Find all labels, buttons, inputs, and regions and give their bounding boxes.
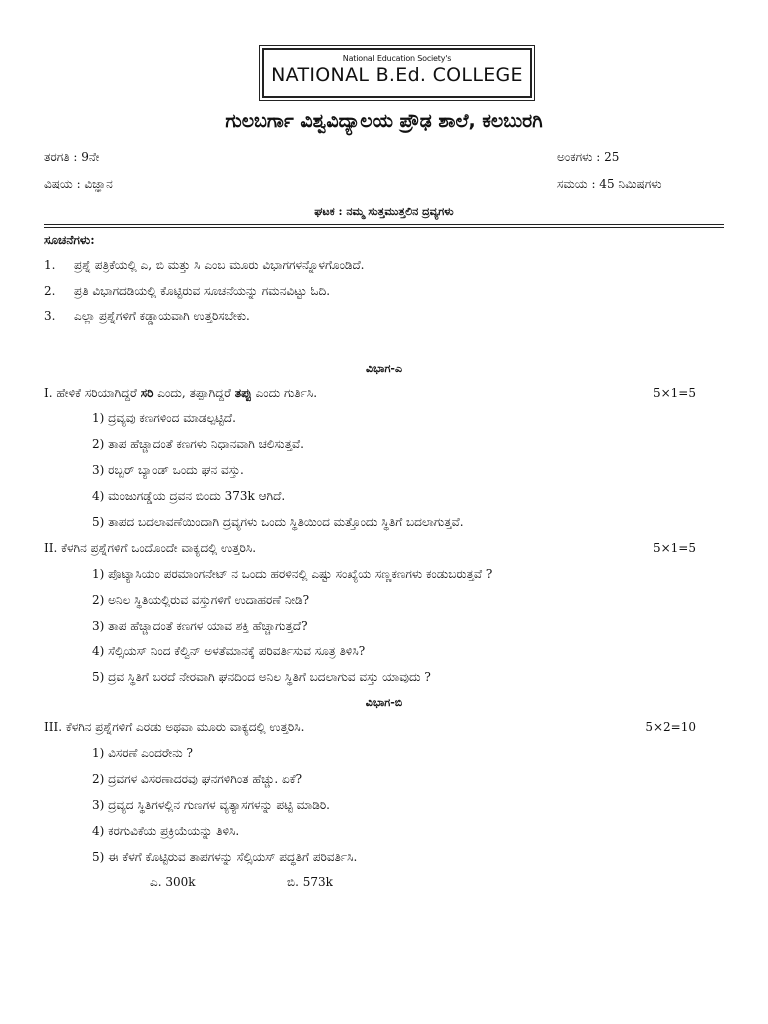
class-label: ತರಗತಿ : 9ನೇ [44,150,100,164]
total-marks-label: ಅಂಕಗಳು : 25 [557,150,620,164]
instruction-item: 2. ಪ್ರತಿ ವಿಭಾಗದಡಿಯಲ್ಲಿ ಕೊಟ್ಟಿರುವ ಸೂಚನೆಯನ್ನು ಗಮನವಿಟ್ಟು ಓದಿ. [44,284,331,298]
divider [44,224,724,225]
question-3-marks: 5×2=10 [645,720,696,734]
question-2-heading: II. ಕೆಳಗಿನ ಪ್ರಶ್ನೆಗಳಿಗೆ ಒಂದೊಂದೇ ವಾಕ್ಯದಲ್ಲಿ ಉತ್ತರಿಸಿ. [44,541,257,555]
section-b-title: ವಿಭಾಗ-ಬಿ [365,696,403,709]
question-item: 3) ತಾಪ ಹೆಚ್ಚಾದಂತೆ ಕಣಗಳ ಯಾವ ಶಕ್ತಿ ಹೆಚ್ಚಾಗುತ್ತದೆ? [92,619,308,633]
question-item: 1) ವಿಸರಣೆ ಎಂದರೇನು ? [92,746,193,760]
question-item: 1) ಪೊಟ್ಯಾಸಿಯಂ ಪರಮಾಂಗನೇಟ್ ನ ಒಂದು ಹರಳಿನಲ್ಲಿ ಎಷ್ಟು ಸಂಖ್ಯೆಯ ಸಣ್ಣಕಣಗಳು ಕಂಡುಬರುತ್ತವೆ ? [92,567,493,581]
question-3-heading: III. ಕೆಳಗಿನ ಪ್ರಶ್ನೆಗಳಿಗೆ ಎರಡು ಅಥವಾ ಮೂರು ವಾಕ್ಯದಲ್ಲಿ ಉತ್ತರಿಸಿ. [44,720,305,734]
question-1-heading: I. ಹೇಳಿಕೆ ಸರಿಯಾಗಿದ್ದರೆ ಸರಿ ಎಂದು, ತಪ್ಪಾಗಿದ್ದರೆ ತಪ್ಪು ಎಂದು ಗುರ್ತಿಸಿ. [44,386,318,400]
section-a-title: ವಿಭಾಗ-ಎ [365,362,403,375]
question-item: 4) ಕರಗುವಿಕೆಯ ಪ್ರಕ್ರಿಯೆಯನ್ನು ತಿಳಿಸಿ. [92,824,240,838]
unit-topic: ಘಟಕ : ನಮ್ಮ ಸುತ್ತಮುತ್ತಲಿನ ದ್ರವ್ಯಗಳು [314,205,454,218]
question-item: 2) ದ್ರವಗಳ ವಿಸರಣಾದರವು ಘನಗಳಿಗಿಂತ ಹೆಚ್ಚು. ಏಕೆ? [92,772,303,786]
answer-option: ಬಿ. 573k [287,875,333,889]
question-item: 5) ಈ ಕೆಳಗೆ ಕೊಟ್ಟಿರುವ ತಾಪಗಳನ್ನು ಸೆಲ್ಸಿಯಸ್ ಪದ್ಧತಿಗೆ ಪರಿವರ್ತಿಸಿ. [92,850,358,864]
question-item: 5) ತಾಪದ ಬದಲಾವಣೆಯಿಂದಾಗಿ ದ್ರವ್ಯಗಳು ಒಂದು ಸ್ಥಿತಿಯಿಂದ ಮತ್ತೊಂದು ಸ್ಥಿತಿಗೆ ಬದಲಾಗುತ್ತವೆ. [92,515,464,529]
college-name: NATIONAL B.Ed. COLLEGE [271,64,523,86]
subject-label: ವಿಷಯ : ವಿಜ್ಞಾನ [44,177,113,191]
question-item: 2) ತಾಪ ಹೆಚ್ಚಾದಂತೆ ಕಣಗಳು ನಿಧಾನವಾಗಿ ಚಲಿಸುತ್ತವೆ. [92,437,304,451]
question-item: 2) ಅನಿಲ ಸ್ಥಿತಿಯಲ್ಲಿರುವ ವಸ್ತುಗಳಿಗೆ ಉದಾಹರಣೆ ನೀಡಿ? [92,593,310,607]
question-item: 3) ದ್ರವ್ಯದ ಸ್ಥಿತಿಗಳಲ್ಲಿನ ಗುಣಗಳ ವ್ಯತ್ಯಾಸಗಳನ್ನು ಪಟ್ಟಿ ಮಾಡಿರಿ. [92,798,330,812]
answer-option: ಎ. 300k [150,875,196,889]
question-item: 3) ರಬ್ಬರ್ ಬ್ಯಾಂಡ್ ಒಂದು ಘನ ವಸ್ತು. [92,463,244,477]
school-title: ಗುಲಬರ್ಗಾ ವಿಶ್ವವಿದ್ಯಾಲಯ ಪ್ರೌಢ ಶಾಲೆ, ಕಲಬುರಗಿ [225,110,543,132]
question-item: 1) ದ್ರವ್ಯವು ಕಣಗಳಿಂದ ಮಾಡಲ್ಪಟ್ಟಿದೆ. [92,411,236,425]
time-label: ಸಮಯ : 45 ನಿಮಿಷಗಳು [557,177,662,191]
question-1-marks: 5×1=5 [652,386,696,400]
society-name: National Education Society's [342,54,452,63]
question-item: 4) ಮಂಜುಗಡ್ಡೆಯ ದ್ರವನ ಬಿಂದು 373k ಆಗಿದೆ. [92,489,286,503]
instruction-item: 1. ಪ್ರಶ್ನೆ ಪತ್ರಿಕೆಯಲ್ಲಿ ಎ, ಬಿ ಮತ್ತು ಸಿ ಎಂಬ ಮೂರು ವಿಭಾಗಗಳನ್ನೊಳಗೊಂಡಿದೆ. [44,258,365,272]
question-item: 5) ದ್ರವ ಸ್ಥಿತಿಗೆ ಬರದೆ ನೇರವಾಗಿ ಘನದಿಂದ ಅನಿಲ ಸ್ಥಿತಿಗೆ ಬದಲಾಗುವ ವಸ್ತು ಯಾವುದು ? [92,670,431,684]
question-item: 4) ಸೆಲ್ಸಿಯಸ್ ನಿಂದ ಕೆಲ್ವಿನ್ ಅಳತೆಮಾನಕ್ಕೆ ಪರಿವರ್ತಿಸುವ ಸೂತ್ರ ತಿಳಿಸಿ? [92,644,366,658]
college-logo-box [262,48,532,98]
question-2-marks: 5×1=5 [652,541,696,555]
instruction-item: 3. ಎಲ್ಲಾ ಪ್ರಶ್ನೆಗಳಿಗೆ ಕಡ್ಡಾಯವಾಗಿ ಉತ್ತರಿಸಬೇಕು. [44,309,250,323]
divider [44,227,724,228]
instructions-title: ಸೂಚನೆಗಳು: [44,233,95,247]
